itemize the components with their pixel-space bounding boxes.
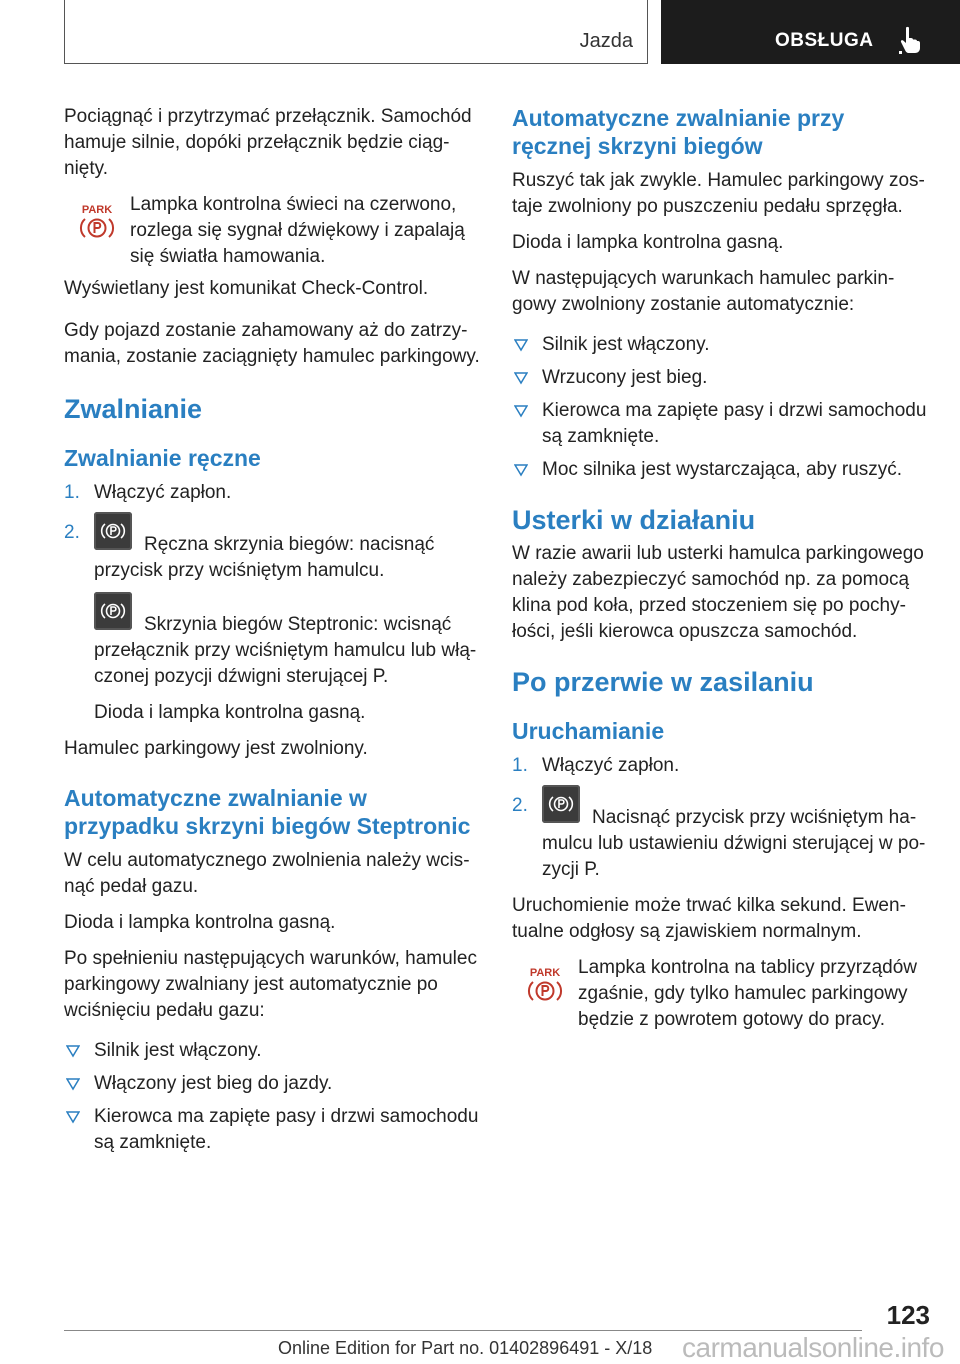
bullet-text: Silnik jest włączony. <box>542 334 710 355</box>
page-number: 123 <box>886 1300 930 1330</box>
triangle-bullet-icon <box>514 338 528 352</box>
section-heading: Po przerwie w zasilaniu <box>512 667 814 697</box>
step-text: Włączyć zapłon. <box>542 755 680 776</box>
park-brake-warning-icon <box>77 202 117 240</box>
bullet-text: Kierowca ma zapięte pasy i drzwi samochodu są zamknięte. <box>542 400 927 447</box>
bullet-text: Wrzucony jest bieg. <box>542 367 708 388</box>
paragraph: Ruszyć tak jak zwykle. Hamulec parkingowy zostaje zwolniony po puszczeniu pedału sprzęgła. <box>512 170 925 217</box>
paragraph: Dioda i lampka kontrolna gasną. <box>64 912 336 933</box>
list-item <box>64 1071 480 1097</box>
list-item <box>64 520 480 584</box>
park-warning-note <box>64 192 480 270</box>
header-section-title: Jazda <box>579 30 633 52</box>
section-heading: Usterki w działaniu <box>512 505 756 535</box>
park-warning-text: Lampka kontrolna na tablicy przyrządów zgaśnie, gdy tylko hamulec parkingowy będzie z powrotem gotowy do pracy. <box>578 957 918 1030</box>
watermark: carmanualsonline.info <box>682 1332 944 1363</box>
list-item <box>512 457 928 483</box>
step-text: Nacisnąć przycisk przy wciśniętym hamulcu lub ustawieniu dźwigni sterującej w pozycji P. <box>542 807 926 880</box>
list-item <box>512 365 928 391</box>
paragraph: W celu automatycznego zwolnienia należy wcisnąć pedał gazu. <box>64 850 470 897</box>
paragraph: Hamulec parkingowy jest zwolniony. <box>64 738 368 759</box>
list-item <box>512 332 928 358</box>
paragraph: W następujących warunkach hamulec parkingowy zwolniony zostanie automatycznie: <box>512 268 895 315</box>
step-text: Ręczna skrzynia biegów: nacisnąć przycisk przy wciśniętym hamulcu. <box>94 534 435 581</box>
triangle-bullet-icon <box>66 1077 80 1091</box>
bullet-text: Silnik jest włączony. <box>94 1040 262 1061</box>
list-item <box>512 753 928 779</box>
left-column <box>64 104 480 1163</box>
header-chapter-tab <box>661 0 960 64</box>
step-text: Włączyć zapłon. <box>94 482 232 503</box>
park-warning-text: Lampka kontrolna świeci na czerwono, rozlega się sygnał dźwiękowy i zapalają się światła hamowania. <box>130 194 465 267</box>
edition-note: Online Edition for Part no. 01402896491 - X/18 <box>278 1338 653 1358</box>
step-number: 2. <box>64 522 80 543</box>
parking-brake-button-icon <box>94 512 132 550</box>
triangle-bullet-icon <box>514 404 528 418</box>
subsection-heading: Zwalnianie ręczne <box>64 445 261 471</box>
section-heading: Zwalnianie <box>64 394 203 424</box>
bullet-text: Włączony jest bieg do jazdy. <box>94 1073 333 1094</box>
paragraph: Dioda i lampka kontrolna gasną. <box>512 232 784 253</box>
paragraph: Pociągnąć i przytrzymać przełącznik. Samochód hamuje silnie, dopóki przełącznik będzie ciągnięty. <box>64 106 472 179</box>
list-item <box>512 793 928 883</box>
hand-pointer-icon <box>899 26 923 54</box>
step-text: Dioda i lampka kontrolna gasną. <box>94 702 366 723</box>
bullet-text: Moc silnika jest wystarczająca, aby ruszyć. <box>542 459 903 480</box>
park-icon-label: PARK <box>529 967 561 979</box>
list-item <box>64 1038 480 1064</box>
triangle-bullet-icon <box>66 1044 80 1058</box>
paragraph: Wyświetlany jest komunikat Check-Control. <box>64 278 429 299</box>
right-column <box>512 104 928 1039</box>
header-chapter-title: OBSŁUGA <box>775 30 874 51</box>
subsection-heading: Uruchamianie <box>512 718 665 744</box>
subsection-heading: Automatyczne zwalnianie w przypadku skrzyni biegów Steptronic <box>64 785 471 839</box>
step-number: 1. <box>64 482 80 503</box>
park-brake-warning-icon <box>525 965 565 1003</box>
bullet-text: Kierowca ma zapięte pasy i drzwi samochodu są zamknięte. <box>94 1106 479 1153</box>
triangle-bullet-icon <box>66 1110 80 1124</box>
park-warning-note <box>512 955 928 1033</box>
park-icon-label: PARK <box>81 204 113 216</box>
step-text: Skrzynia biegów Steptronic: wcisnąć przełącznik przy wciśniętym hamulcu lub włączonej pozycji dźwigni sterującej P. <box>94 614 477 687</box>
paragraph: Uruchomienie może trwać kilka sekund. Ewentualne odgłosy są zjawiskiem normalnym. <box>512 895 906 942</box>
parking-brake-button-icon <box>94 592 132 630</box>
list-item <box>64 480 480 506</box>
paragraph: W razie awarii lub usterki hamulca parkingowego należy zabezpieczyć samochód np. za pomocą klina pod koła, przed stoczeniem się po pochyłości, jeśli kierowca opuszcza samochód. <box>512 543 924 642</box>
list-item <box>64 1104 480 1156</box>
step-number: 2. <box>512 795 528 816</box>
header-section-tab <box>64 0 648 64</box>
step-continuation <box>64 600 480 726</box>
triangle-bullet-icon <box>514 371 528 385</box>
triangle-bullet-icon <box>514 463 528 477</box>
list-item <box>512 398 928 450</box>
paragraph: Po spełnieniu następujących warunków, hamulec parkingowy zwalniany jest automatycznie po wciśnięciu pedału gazu: <box>64 948 477 1021</box>
paragraph: Gdy pojazd zostanie zahamowany aż do zatrzymania, zostanie zaciągnięty hamulec parkingowy. <box>64 320 480 367</box>
parking-brake-button-icon <box>542 785 580 823</box>
subsection-heading: Automatyczne zwalnianie przy ręcznej skrzyni biegów <box>512 105 845 159</box>
footer-divider <box>64 1330 862 1331</box>
step-number: 1. <box>512 755 528 776</box>
